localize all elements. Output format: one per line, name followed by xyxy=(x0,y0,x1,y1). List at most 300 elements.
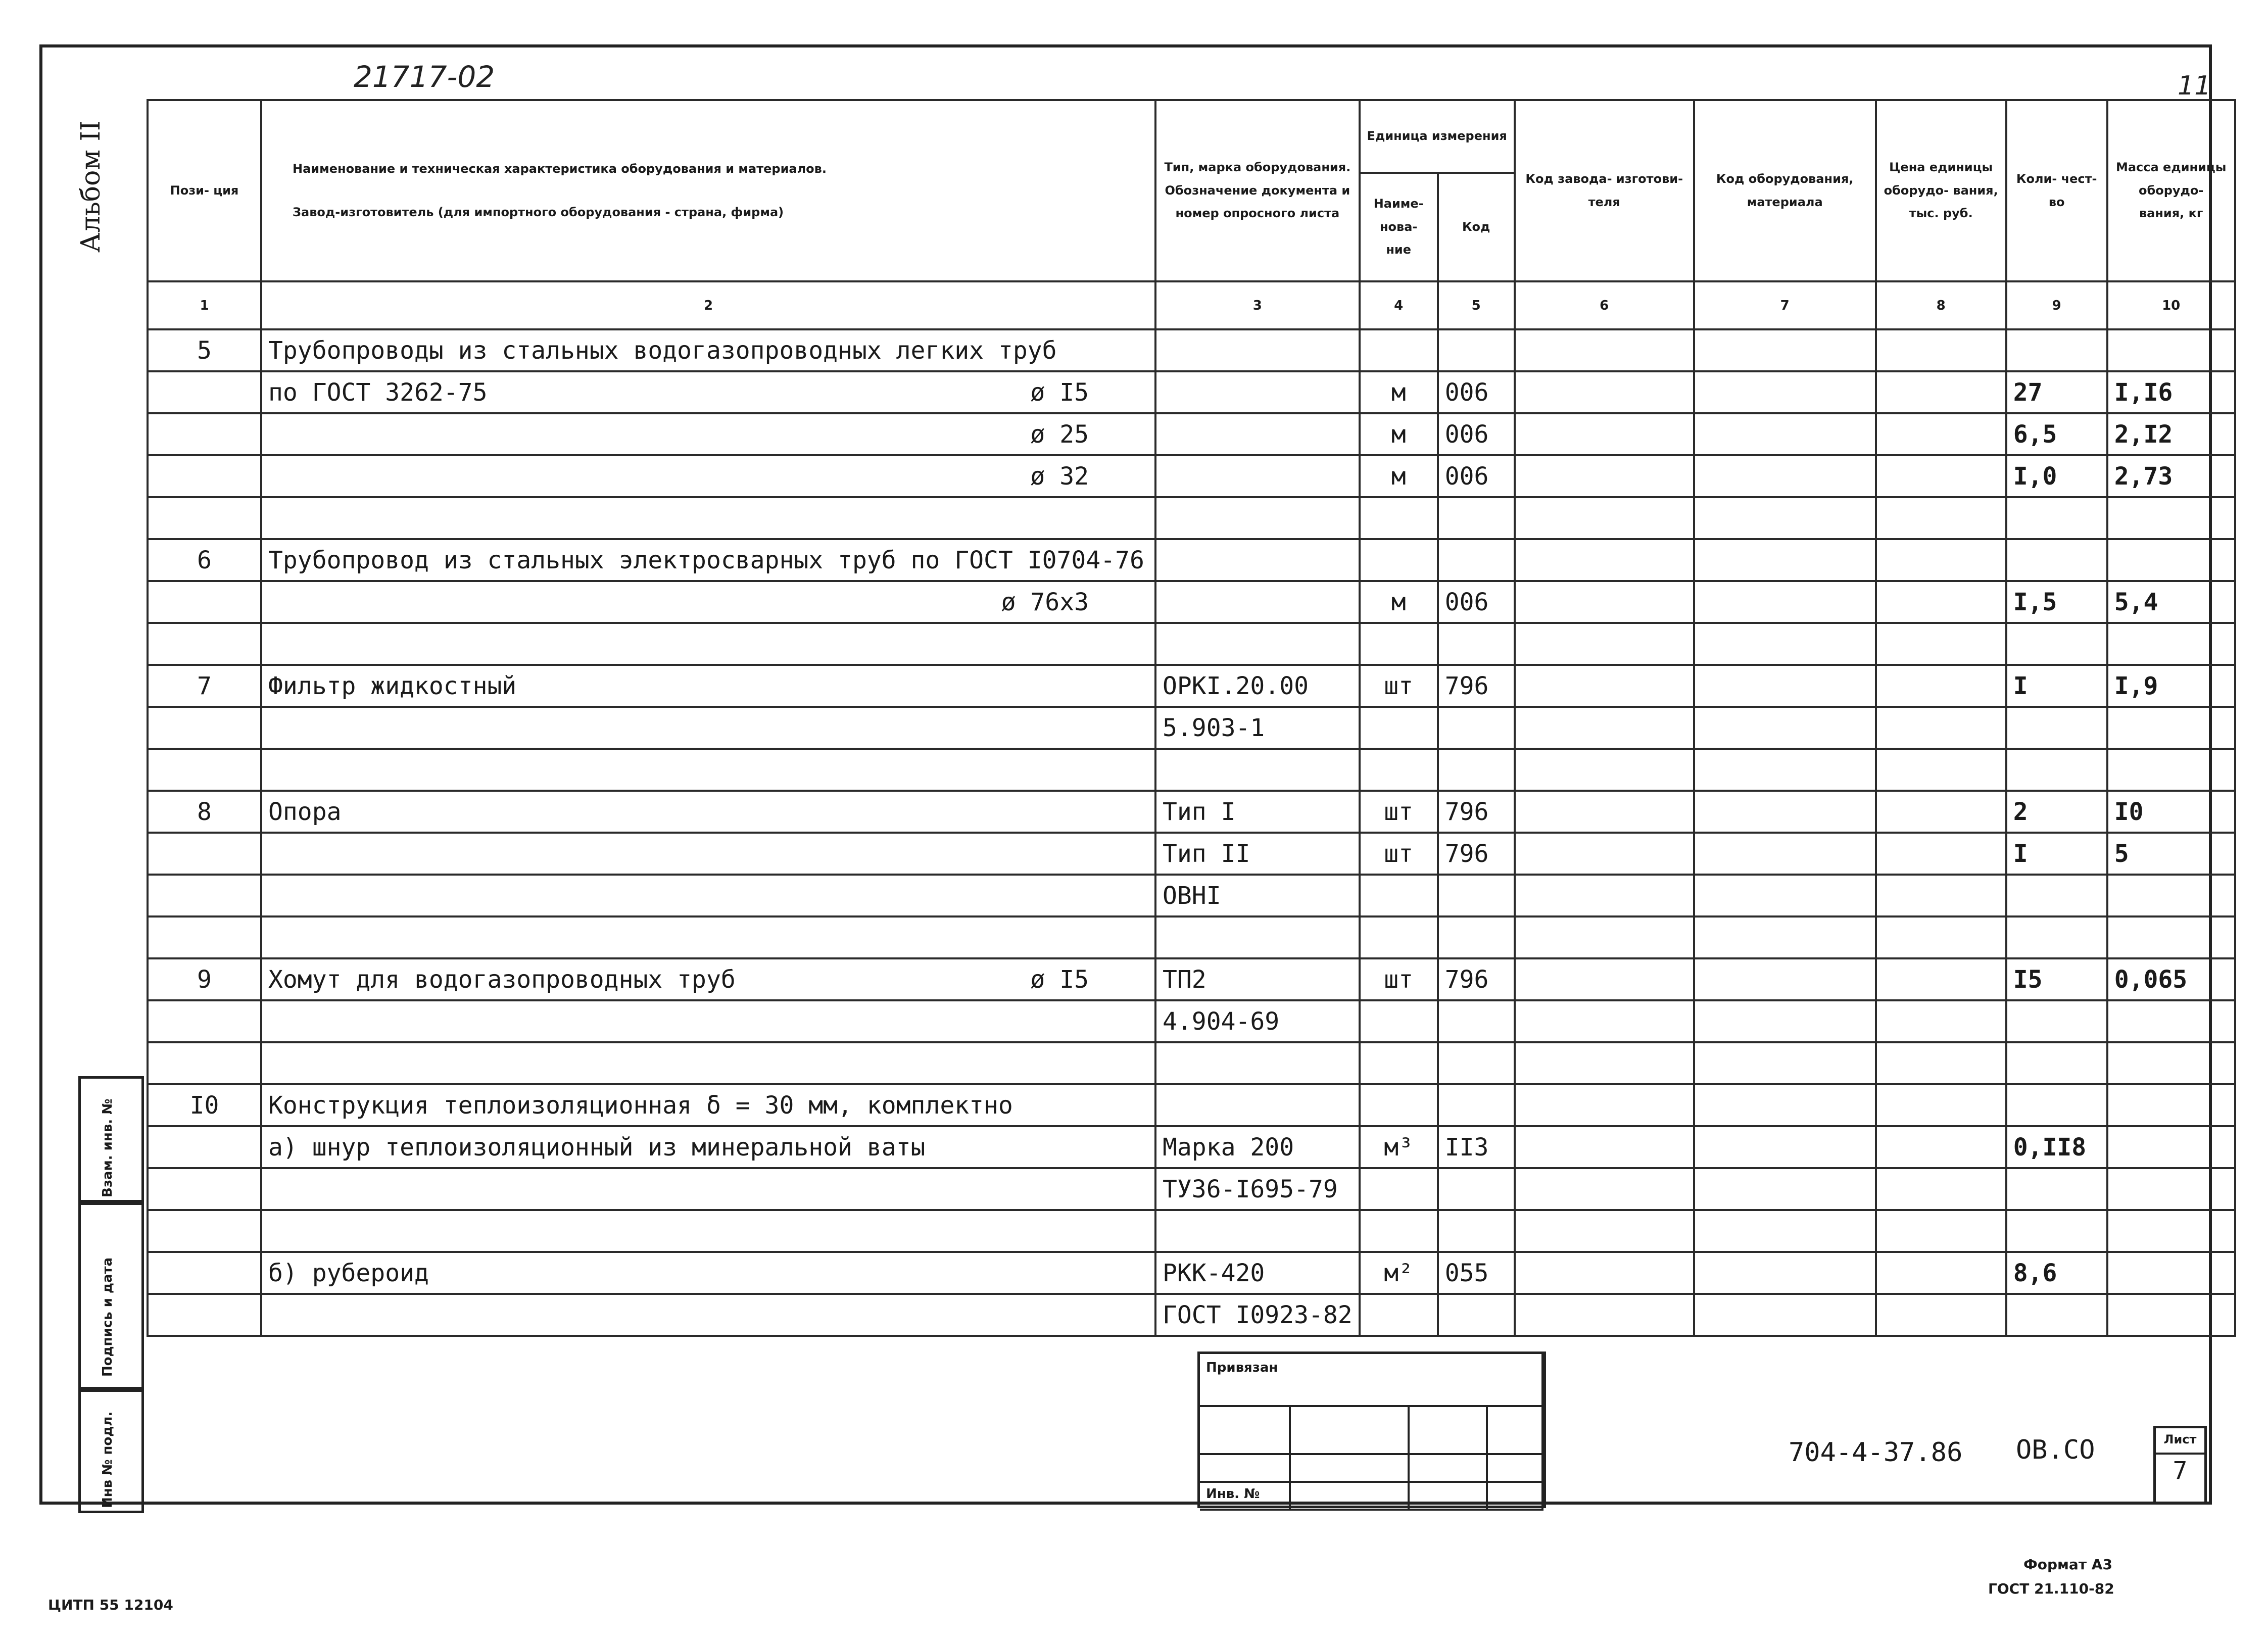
cell-equip-code xyxy=(1694,916,1876,958)
item-name: Хомут для водогазопроводных труб xyxy=(268,965,736,994)
cell-position xyxy=(148,1042,261,1084)
cell-type xyxy=(1155,1210,1360,1252)
cell-maker-code xyxy=(1515,833,1694,875)
cell-name xyxy=(261,1126,1155,1168)
header-maker-code: Код завода- изготови- теля xyxy=(1515,100,1694,281)
cell-position xyxy=(148,371,261,413)
cell-maker-code xyxy=(1515,749,1694,791)
cell-unit xyxy=(1360,749,1438,791)
cell-equip-code xyxy=(1694,665,1876,707)
header-unit: Единица измерения xyxy=(1360,100,1515,173)
cell-qty xyxy=(2006,749,2107,791)
cell-position: 6 xyxy=(148,539,261,581)
cell-name xyxy=(261,958,1155,1000)
cell-type: 4.904-69 xyxy=(1155,1000,1360,1042)
cell-qty xyxy=(2006,875,2107,916)
cell-maker-code xyxy=(1515,1252,1694,1294)
table-row xyxy=(148,1084,2235,1126)
cell-maker-code xyxy=(1515,1210,1694,1252)
cell-qty xyxy=(2006,1084,2107,1126)
cell-unit xyxy=(1360,1294,1438,1336)
cell-unit-code xyxy=(1438,1000,1515,1042)
cell-unit-code xyxy=(1438,1168,1515,1210)
side-label-sign: Подпись и дата xyxy=(100,1257,115,1377)
table-row xyxy=(148,1042,2235,1084)
cell-name xyxy=(261,539,1155,581)
item-name: Фильтр жидкостный xyxy=(268,671,517,700)
doc-number: 704-4-37.86 xyxy=(1789,1437,1963,1468)
cell-maker-code xyxy=(1515,1168,1694,1210)
cell-equip-code xyxy=(1694,455,1876,497)
cell-mass xyxy=(2107,749,2235,791)
cell-type: 5.903-1 xyxy=(1155,707,1360,749)
cell-unit: шт xyxy=(1360,958,1438,1000)
col-number: 1 xyxy=(148,281,261,329)
cell-unit: шт xyxy=(1360,833,1438,875)
header-name-line2: Завод-изготовитель (для импортного оборудования - страна, фирма) xyxy=(293,205,784,219)
cell-name xyxy=(261,875,1155,916)
header-unit-code: Код xyxy=(1438,173,1515,281)
cell-unit: м² xyxy=(1360,1252,1438,1294)
cell-maker-code xyxy=(1515,1000,1694,1042)
cell-unit-code xyxy=(1438,1210,1515,1252)
cell-price xyxy=(1876,371,2006,413)
item-name: по ГОСТ 3262-75 xyxy=(268,378,488,407)
cell-unit-code xyxy=(1438,749,1515,791)
cell-unit-code: 055 xyxy=(1438,1252,1515,1294)
header-mass: Масса единицы оборудо- вания, кг xyxy=(2107,100,2235,281)
table-row xyxy=(148,581,2235,623)
sheet-number: 7 xyxy=(2173,1457,2188,1485)
cell-price xyxy=(1876,791,2006,833)
cell-position xyxy=(148,581,261,623)
cell-unit-code: 796 xyxy=(1438,791,1515,833)
cell-equip-code xyxy=(1694,707,1876,749)
cell-position xyxy=(148,916,261,958)
cell-unit xyxy=(1360,707,1438,749)
cell-mass xyxy=(2107,539,2235,581)
item-size: ø I5 xyxy=(1030,965,1089,994)
cell-price xyxy=(1876,1252,2006,1294)
cell-position xyxy=(148,1168,261,1210)
top-code: 21717-02 xyxy=(354,60,495,94)
cell-mass: I,I6 xyxy=(2107,371,2235,413)
cell-price xyxy=(1876,1042,2006,1084)
header-price: Цена единицы оборудо- вания, тыс. руб. xyxy=(1876,100,2006,281)
col-number: 8 xyxy=(1876,281,2006,329)
cell-unit-code xyxy=(1438,1084,1515,1126)
cell-unit: м xyxy=(1360,581,1438,623)
cell-name xyxy=(261,833,1155,875)
cell-qty xyxy=(2006,916,2107,958)
cell-mass xyxy=(2107,916,2235,958)
cell-qty xyxy=(2006,329,2107,371)
cell-mass: 5,4 xyxy=(2107,581,2235,623)
cell-qty xyxy=(2006,1210,2107,1252)
cell-qty xyxy=(2006,1000,2107,1042)
sheet-box xyxy=(2153,1426,2207,1505)
cell-name xyxy=(261,581,1155,623)
cell-unit xyxy=(1360,623,1438,665)
table-row xyxy=(148,1000,2235,1042)
col-number: 4 xyxy=(1360,281,1438,329)
cell-price xyxy=(1876,1000,2006,1042)
cell-name xyxy=(261,749,1155,791)
table-row xyxy=(148,665,2235,707)
cell-qty xyxy=(2006,1042,2107,1084)
table-row xyxy=(148,749,2235,791)
cell-unit-code xyxy=(1438,707,1515,749)
cell-type: ОВНI xyxy=(1155,875,1360,916)
cell-price xyxy=(1876,665,2006,707)
attachment-stamp xyxy=(1197,1352,1546,1508)
side-box-sign xyxy=(78,1202,144,1389)
cell-mass: 2,73 xyxy=(2107,455,2235,497)
stamp-attached-label: Привязан xyxy=(1206,1360,1278,1375)
cell-equip-code xyxy=(1694,833,1876,875)
cell-unit: шт xyxy=(1360,665,1438,707)
cell-price xyxy=(1876,1084,2006,1126)
cell-mass: 2,I2 xyxy=(2107,413,2235,455)
cell-price xyxy=(1876,1168,2006,1210)
table-row xyxy=(148,958,2235,1000)
cell-unit-code: 796 xyxy=(1438,833,1515,875)
cell-maker-code xyxy=(1515,1042,1694,1084)
spec-table xyxy=(147,99,2236,1337)
cell-position xyxy=(148,413,261,455)
cell-name xyxy=(261,1042,1155,1084)
cell-mass: 0,065 xyxy=(2107,958,2235,1000)
table-row xyxy=(148,1294,2235,1336)
cell-equip-code xyxy=(1694,1294,1876,1336)
cell-name xyxy=(261,707,1155,749)
cell-name xyxy=(261,371,1155,413)
cell-unit-code xyxy=(1438,1294,1515,1336)
cell-name xyxy=(261,1210,1155,1252)
cell-unit: м xyxy=(1360,371,1438,413)
item-name: Трубопровод из стальных электросварных труб по ГОСТ I0704-76 xyxy=(268,546,1144,574)
cell-type xyxy=(1155,455,1360,497)
cell-name xyxy=(261,413,1155,455)
table-row xyxy=(148,371,2235,413)
cell-unit-code: 796 xyxy=(1438,665,1515,707)
cell-type: ТУ36-I695-79 xyxy=(1155,1168,1360,1210)
cell-qty xyxy=(2006,623,2107,665)
cell-unit xyxy=(1360,1084,1438,1126)
col-number: 9 xyxy=(2006,281,2107,329)
cell-name xyxy=(261,497,1155,539)
cell-maker-code xyxy=(1515,497,1694,539)
table-row xyxy=(148,875,2235,916)
cell-position xyxy=(148,455,261,497)
cell-name xyxy=(261,665,1155,707)
cell-position: 5 xyxy=(148,329,261,371)
cell-equip-code xyxy=(1694,1168,1876,1210)
cell-qty: I,0 xyxy=(2006,455,2107,497)
cell-position xyxy=(148,1126,261,1168)
cell-name xyxy=(261,1294,1155,1336)
cell-mass: 5 xyxy=(2107,833,2235,875)
table-row xyxy=(148,916,2235,958)
cell-name xyxy=(261,623,1155,665)
cell-price xyxy=(1876,875,2006,916)
item-name: Конструкция теплоизоляционная δ = 30 мм, комплектно xyxy=(268,1091,1013,1120)
cell-mass xyxy=(2107,1210,2235,1252)
cell-qty xyxy=(2006,1294,2107,1336)
cell-equip-code xyxy=(1694,1084,1876,1126)
cell-maker-code xyxy=(1515,707,1694,749)
col-number: 5 xyxy=(1438,281,1515,329)
cell-price xyxy=(1876,455,2006,497)
cell-position: 9 xyxy=(148,958,261,1000)
side-box-inv xyxy=(78,1389,144,1513)
header-unit-name: Наиме- нова- ние xyxy=(1360,173,1438,281)
cell-unit xyxy=(1360,1168,1438,1210)
cell-equip-code xyxy=(1694,1042,1876,1084)
cell-unit xyxy=(1360,1210,1438,1252)
cell-maker-code xyxy=(1515,1294,1694,1336)
header-name-line1: Наименование и техническая характеристика оборудования и материалов. xyxy=(293,161,827,176)
cell-name xyxy=(261,455,1155,497)
cell-price xyxy=(1876,958,2006,1000)
table-row xyxy=(148,329,2235,371)
cell-type: РКК-420 xyxy=(1155,1252,1360,1294)
cell-mass xyxy=(2107,1084,2235,1126)
stamp-cell xyxy=(1200,1430,1543,1455)
cell-name xyxy=(261,916,1155,958)
cell-equip-code xyxy=(1694,1210,1876,1252)
cell-maker-code xyxy=(1515,665,1694,707)
cell-unit xyxy=(1360,875,1438,916)
cell-qty xyxy=(2006,497,2107,539)
cell-equip-code xyxy=(1694,1252,1876,1294)
cell-unit-code: II3 xyxy=(1438,1126,1515,1168)
cell-maker-code xyxy=(1515,875,1694,916)
cell-position xyxy=(148,1294,261,1336)
cell-unit xyxy=(1360,497,1438,539)
header-name xyxy=(261,100,1155,281)
cell-type xyxy=(1155,539,1360,581)
cell-price xyxy=(1876,413,2006,455)
cell-equip-code xyxy=(1694,791,1876,833)
cell-mass xyxy=(2107,1294,2235,1336)
cell-maker-code xyxy=(1515,1084,1694,1126)
table-row xyxy=(148,539,2235,581)
cell-price xyxy=(1876,833,2006,875)
cell-type: Марка 200 xyxy=(1155,1126,1360,1168)
cell-qty: I xyxy=(2006,833,2107,875)
table-row xyxy=(148,413,2235,455)
cell-price xyxy=(1876,329,2006,371)
cell-maker-code xyxy=(1515,791,1694,833)
col-number: 10 xyxy=(2107,281,2235,329)
cell-price xyxy=(1876,623,2006,665)
cell-mass xyxy=(2107,1168,2235,1210)
table-row xyxy=(148,623,2235,665)
cell-equip-code xyxy=(1694,539,1876,581)
cell-mass xyxy=(2107,875,2235,916)
cell-unit-code xyxy=(1438,497,1515,539)
cell-unit-code xyxy=(1438,1042,1515,1084)
cell-mass xyxy=(2107,707,2235,749)
cell-qty: 8,6 xyxy=(2006,1252,2107,1294)
cell-mass xyxy=(2107,623,2235,665)
side-label-replace: Взам. инв. № xyxy=(100,1098,115,1197)
col-number: 7 xyxy=(1694,281,1876,329)
cell-price xyxy=(1876,707,2006,749)
cell-price xyxy=(1876,916,2006,958)
sheet-label: Лист xyxy=(2156,1428,2204,1455)
cell-mass: I,9 xyxy=(2107,665,2235,707)
cell-position xyxy=(148,749,261,791)
cell-maker-code xyxy=(1515,916,1694,958)
cell-equip-code xyxy=(1694,749,1876,791)
cell-maker-code xyxy=(1515,1126,1694,1168)
side-label-inv: Инв № подл. xyxy=(100,1411,115,1508)
cell-unit-code: 006 xyxy=(1438,581,1515,623)
cell-type: Тип I xyxy=(1155,791,1360,833)
cell-price xyxy=(1876,497,2006,539)
cell-equip-code xyxy=(1694,413,1876,455)
cell-unit-code xyxy=(1438,329,1515,371)
standard-label: ГОСТ 21.110-82 xyxy=(1988,1580,2114,1597)
item-size: ø 76x3 xyxy=(1001,588,1089,616)
cell-unit: м xyxy=(1360,455,1438,497)
cell-qty: I xyxy=(2006,665,2107,707)
cell-unit-code: 796 xyxy=(1438,958,1515,1000)
format-label: Формат А3 xyxy=(2023,1556,2112,1573)
cell-unit-code xyxy=(1438,623,1515,665)
col-number: 6 xyxy=(1515,281,1694,329)
col-number: 3 xyxy=(1155,281,1360,329)
table-row xyxy=(148,833,2235,875)
cell-unit-code: 006 xyxy=(1438,413,1515,455)
cell-position: I0 xyxy=(148,1084,261,1126)
cell-unit xyxy=(1360,329,1438,371)
item-name: Опора xyxy=(268,797,342,826)
cell-mass xyxy=(2107,1042,2235,1084)
table-row xyxy=(148,1168,2235,1210)
item-size: ø 25 xyxy=(1030,420,1089,449)
cell-equip-code xyxy=(1694,875,1876,916)
table-row xyxy=(148,1126,2235,1168)
cell-mass xyxy=(2107,1000,2235,1042)
cell-qty: 2 xyxy=(2006,791,2107,833)
table-row xyxy=(148,707,2235,749)
cell-mass xyxy=(2107,497,2235,539)
item-name: а) шнур теплоизоляционный из минеральной ваты xyxy=(268,1133,926,1162)
cell-name xyxy=(261,791,1155,833)
cell-maker-code xyxy=(1515,581,1694,623)
table-row xyxy=(148,1210,2235,1252)
cell-maker-code xyxy=(1515,329,1694,371)
cell-qty xyxy=(2006,1168,2107,1210)
cell-unit-code xyxy=(1438,875,1515,916)
cell-name xyxy=(261,1252,1155,1294)
cell-qty xyxy=(2006,707,2107,749)
cell-unit-code: 006 xyxy=(1438,455,1515,497)
cell-maker-code xyxy=(1515,413,1694,455)
table-row xyxy=(148,455,2235,497)
cell-unit: м³ xyxy=(1360,1126,1438,1168)
cell-price xyxy=(1876,1294,2006,1336)
cell-position xyxy=(148,1000,261,1042)
col-number: 2 xyxy=(261,281,1155,329)
cell-qty: 6,5 xyxy=(2006,413,2107,455)
item-name: б) рубероид xyxy=(268,1259,429,1287)
cell-type xyxy=(1155,413,1360,455)
cell-type xyxy=(1155,916,1360,958)
cell-maker-code xyxy=(1515,958,1694,1000)
cell-qty: 0,II8 xyxy=(2006,1126,2107,1168)
cell-type: Тип II xyxy=(1155,833,1360,875)
header-equip-code: Код оборудования, материала xyxy=(1694,100,1876,281)
cell-maker-code xyxy=(1515,455,1694,497)
cell-unit xyxy=(1360,916,1438,958)
item-size: ø I5 xyxy=(1030,378,1089,407)
cell-mass xyxy=(2107,329,2235,371)
header-type: Тип, марка оборудования. Обозначение документа и номер опросного листа xyxy=(1155,100,1360,281)
printer-label: ЦИТП 55 12104 xyxy=(48,1597,173,1613)
cell-unit xyxy=(1360,1042,1438,1084)
cell-mass xyxy=(2107,1252,2235,1294)
cell-position xyxy=(148,1210,261,1252)
cell-unit xyxy=(1360,539,1438,581)
cell-name xyxy=(261,1000,1155,1042)
cell-position: 8 xyxy=(148,791,261,833)
cell-unit xyxy=(1360,1000,1438,1042)
table-row xyxy=(148,497,2235,539)
cell-type xyxy=(1155,749,1360,791)
cell-equip-code xyxy=(1694,623,1876,665)
header-position: Пози- ция xyxy=(148,100,261,281)
cell-qty: I,5 xyxy=(2006,581,2107,623)
table-row xyxy=(148,1252,2235,1294)
cell-qty: 27 xyxy=(2006,371,2107,413)
cell-equip-code xyxy=(1694,581,1876,623)
cell-unit-code: 006 xyxy=(1438,371,1515,413)
item-name: Трубопроводы из стальных водогазопроводных легких труб xyxy=(268,336,1057,365)
cell-type xyxy=(1155,1042,1360,1084)
cell-unit-code xyxy=(1438,539,1515,581)
cell-qty xyxy=(2006,539,2107,581)
cell-type xyxy=(1155,497,1360,539)
header-qty: Коли- чест- во xyxy=(2006,100,2107,281)
cell-unit: м xyxy=(1360,413,1438,455)
cell-position xyxy=(148,1252,261,1294)
cell-price xyxy=(1876,539,2006,581)
album-label: Альбом II xyxy=(76,120,106,253)
cell-qty: I5 xyxy=(2006,958,2107,1000)
cell-equip-code xyxy=(1694,958,1876,1000)
cell-name xyxy=(261,1168,1155,1210)
cell-equip-code xyxy=(1694,497,1876,539)
cell-position: 7 xyxy=(148,665,261,707)
cell-type xyxy=(1155,1084,1360,1126)
cell-maker-code xyxy=(1515,623,1694,665)
cell-type: ГОСТ I0923-82 xyxy=(1155,1294,1360,1336)
cell-price xyxy=(1876,1126,2006,1168)
cell-type: ТП2 xyxy=(1155,958,1360,1000)
item-size: ø 32 xyxy=(1030,462,1089,491)
cell-equip-code xyxy=(1694,1126,1876,1168)
stamp-cell xyxy=(1200,1455,1543,1483)
cell-unit: шт xyxy=(1360,791,1438,833)
sheet-mark: 11 xyxy=(2178,71,2211,101)
cell-mass: I0 xyxy=(2107,791,2235,833)
cell-name xyxy=(261,329,1155,371)
cell-position xyxy=(148,875,261,916)
